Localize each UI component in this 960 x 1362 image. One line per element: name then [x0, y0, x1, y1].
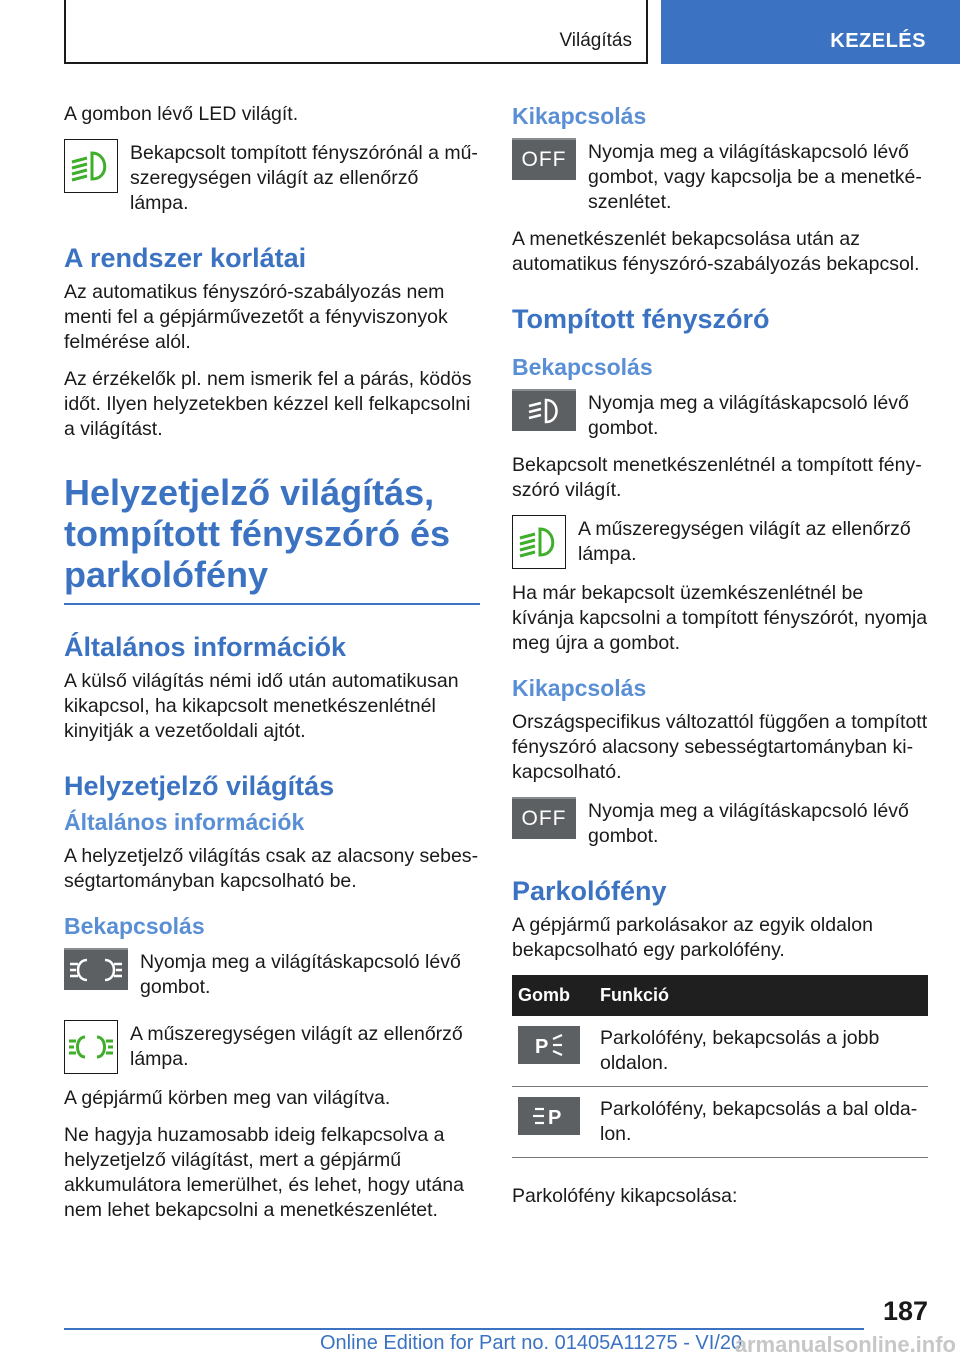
off-button-text-2: Nyomja meg a világításkapcsoló lévő gombot. — [588, 800, 909, 847]
left-column — [64, 102, 480, 1235]
off-button-row-2 — [512, 797, 928, 849]
heading-low-beam-on: Bekapcsolás — [512, 354, 653, 380]
vehicle-lit-text: A gépjármű körben meg van világítva. — [64, 1087, 391, 1109]
low-beam-button-row — [512, 389, 928, 441]
table-cell-function: Parkolófény, bekapcsolás a bal oldalon. — [594, 1087, 928, 1158]
heading-switch-off: Kikapcsolás — [512, 103, 647, 129]
table-row — [512, 1087, 928, 1158]
low-beam-button-text: Nyomja meg a világításkapcsoló lévő gombot. — [588, 392, 909, 439]
auto-headlight-text: A menetkészenlét bekapcsolása után az automatikus fényszóró-szabályozás bekapcsol. — [512, 228, 920, 275]
heading-general-info: Általános információk — [64, 632, 347, 662]
table-row — [512, 1016, 928, 1087]
off-button-icon — [512, 138, 576, 180]
led-text: A gombon lévő LED világít. — [64, 103, 299, 125]
parking-light-text: A gépjármű parkolásakor az egyik oldalon bekapcsolható egy parkolófény. — [512, 914, 873, 961]
off-button-icon-2 — [512, 797, 576, 839]
country-specific-text: Országspecifikus változattól függően a tompított fényszóró alacsony sebességtartományban kikapcsolható. — [512, 711, 928, 783]
table-header-button: Gomb — [512, 975, 594, 1016]
off-label: OFF — [521, 148, 567, 171]
table-cell-button — [512, 1016, 594, 1087]
position-light-indicator-row — [64, 1020, 480, 1074]
heading-position-light: Helyzetjelző világítás — [64, 771, 335, 801]
heading-low-beam: Tompított fényszóró — [512, 304, 770, 334]
position-light-indicator-icon — [64, 1020, 118, 1074]
general-info-2-text: A helyzetjelző világítás csak az alacsony sebességtartományban kapcsolható be. — [64, 845, 479, 892]
header-section-box — [661, 0, 960, 64]
low-beam-indicator-text: Bekapcsolt tompított fényszórónál a műszeregységen világít az ellenőrző lámpa. — [130, 142, 478, 214]
header-section: KEZELÉS — [830, 30, 926, 52]
right-column — [512, 102, 928, 1221]
footer-divider — [64, 1328, 864, 1330]
off-button-row — [512, 138, 928, 215]
low-beam-indicator-row — [64, 139, 480, 216]
parking-light-table — [512, 975, 928, 1158]
main-heading: Helyzetjelző világítás, tompított fényszóró és parkolófény — [64, 472, 480, 605]
low-beam-button-icon — [512, 389, 576, 431]
general-info-text: A külső világítás némi idő után automatikusan kikapcsol, ha kikapcsolt menetkészenlétnél kinyitják a vezetőoldali ajtót. — [64, 670, 459, 742]
parking-light-off-text: Parkolófény kikapcsolása: — [512, 1185, 738, 1207]
limits-paragraph-2: Az érzékelők pl. nem ismerik fel a párás, ködös időt. Ilyen helyzetekben kézzel kell felkapcsolni a világítást. — [64, 368, 472, 440]
low-beam-again-text: Ha már bekapcsolt üzemkészenlétnél be kívánja kapcsolni a tompított fényszórót, nyomja meg újra a gombot. — [512, 582, 928, 654]
off-button-text: Nyomja meg a világításkapcsoló lévő gombot, vagy kapcsolja be a menetkészenlétet. — [588, 141, 922, 213]
svg-text:P: P — [535, 1036, 549, 1058]
limits-paragraph-1: Az automatikus fényszóró-szabályozás nem menti fel a gépjárművezetőt a fényviszonyok felmérése alól. — [64, 281, 448, 353]
heading-switch-off-2: Kikapcsolás — [512, 675, 647, 701]
parking-light-right-icon — [518, 1026, 580, 1064]
heading-switch-on: Bekapcsolás — [64, 913, 205, 939]
header-title-box — [64, 0, 648, 64]
parking-light-left-icon — [518, 1097, 580, 1135]
low-beam-indicator-text-2: A műszeregységen világít az ellenőrző lámpa. — [578, 518, 911, 565]
table-header-row — [512, 975, 928, 1016]
position-light-button-row — [64, 948, 480, 1000]
position-light-button-icon — [64, 948, 128, 990]
watermark: armanualsonline.info — [734, 1332, 956, 1357]
table-cell-function: Parkolófény, bekapcsolás a jobb oldalon. — [594, 1016, 928, 1087]
low-beam-indicator-row-2 — [512, 515, 928, 569]
heading-system-limits: A rendszer korlátai — [64, 243, 307, 273]
off-label-2: OFF — [521, 807, 567, 830]
battery-warning-text: Ne hagyja huzamosabb ideig felkapcsolva a helyzetjelző világítást, mert a gépjármű akkumulátora lemerülhet, és lehet, hogy utána nem lehet bekapcsolni a menetkészenlétet. — [64, 1124, 464, 1221]
heading-general-info-2: Általános információk — [64, 809, 305, 835]
table-cell-button — [512, 1087, 594, 1158]
heading-parking-light: Parkolófény — [512, 876, 667, 906]
position-light-button-text: Nyomja meg a világításkapcsoló lévő gombot. — [140, 951, 461, 998]
page-number: 187 — [882, 1296, 928, 1326]
footer-edition: Online Edition for Part no. 01405A11275 - VI/20 — [320, 1332, 743, 1354]
svg-text:P: P — [548, 1107, 562, 1129]
low-beam-on-text: Bekapcsolt menetkészenlétnél a tompított fényszóró világít. — [512, 454, 922, 501]
position-light-indicator-text: A műszeregységen világít az ellenőrző lámpa. — [130, 1023, 463, 1070]
header-title: Világítás — [559, 30, 632, 51]
low-beam-indicator-icon — [64, 139, 118, 193]
table-header-function: Funkció — [594, 975, 928, 1016]
low-beam-indicator-icon-2 — [512, 515, 566, 569]
